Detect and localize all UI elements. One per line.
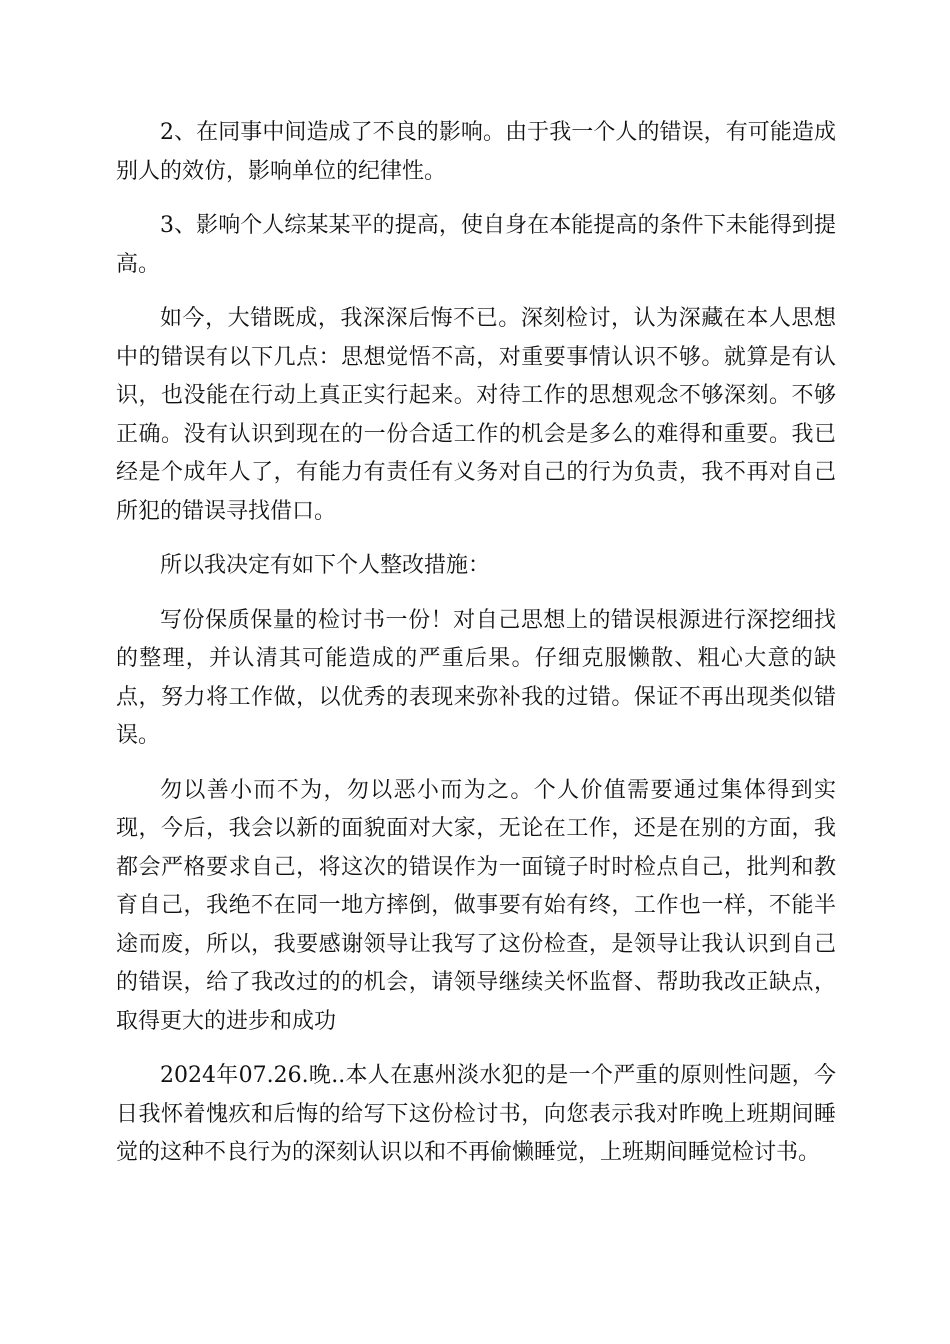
paragraph-impact-colleagues: 2、在同事中间造成了不良的影响。由于我一个人的错误，有可能造成别人的效仿，影响单位的纪律性。 (116, 120, 836, 184)
document-page (116, 114, 836, 1189)
paragraph-measures-intro: 所以我决定有如下个人整改措施： (160, 553, 491, 578)
paragraph-commitment: 勿以善小而不为，勿以恶小而为之。个人价值需要通过集体得到实现，今后，我会以新的面貌面对大家，无论在工作，还是在别的方面，我都会严格要求自己，将这次的错误作为一面镜子时时检点自己，批判和教育自己，我绝不在同一地方摔倒，做事要有始有终，工作也一样，不能半途而废，所以，我要感谢领导让我写了这份检查，是领导让我认识到自己的错误，给了我改过的的机会，请领导继续关怀监督、帮助我改正缺点，取得更大的进步和成功 (116, 777, 836, 1034)
paragraph-measure-detail: 写份保质保量的检讨书一份！对自己思想上的错误根源进行深挖细找的整理，并认清其可能造成的严重后果。仔细克服懒散、粗心大意的缺点，努力将工作做，以优秀的表现来弥补我的过错。保证不再出现类似错误。 (116, 607, 836, 748)
paragraph-incident-statement: 2024年07.26.晚..本人在惠州淡水犯的是一个严重的原则性问题，今日我怀着愧疚和后悔的给写下这份检讨书，向您表示我对昨晚上班期间睡觉的这种不良行为的深刻认识以和不再偷懒睡觉，上班期间睡觉检讨书。 (116, 1063, 836, 1165)
paragraph-self-reflection: 如今，大错既成，我深深后悔不已。深刻检讨，认为深藏在本人思想中的错误有以下几点：思想觉悟不高，对重要事情认识不够。就算是有认识，也没能在行动上真正实行起来。对待工作的思想观念不够深刻。不够正确。没有认识到现在的一份合适工作的机会是多么的难得和重要。我已经是个成年人了，有能力有责任有义务对自己的行为负责，我不再对自己所犯的错误寻找借口。 (116, 306, 836, 524)
paragraph-impact-personal: 3、影响个人综某某平的提高，使自身在本能提高的条件下未能得到提高。 (116, 213, 836, 277)
